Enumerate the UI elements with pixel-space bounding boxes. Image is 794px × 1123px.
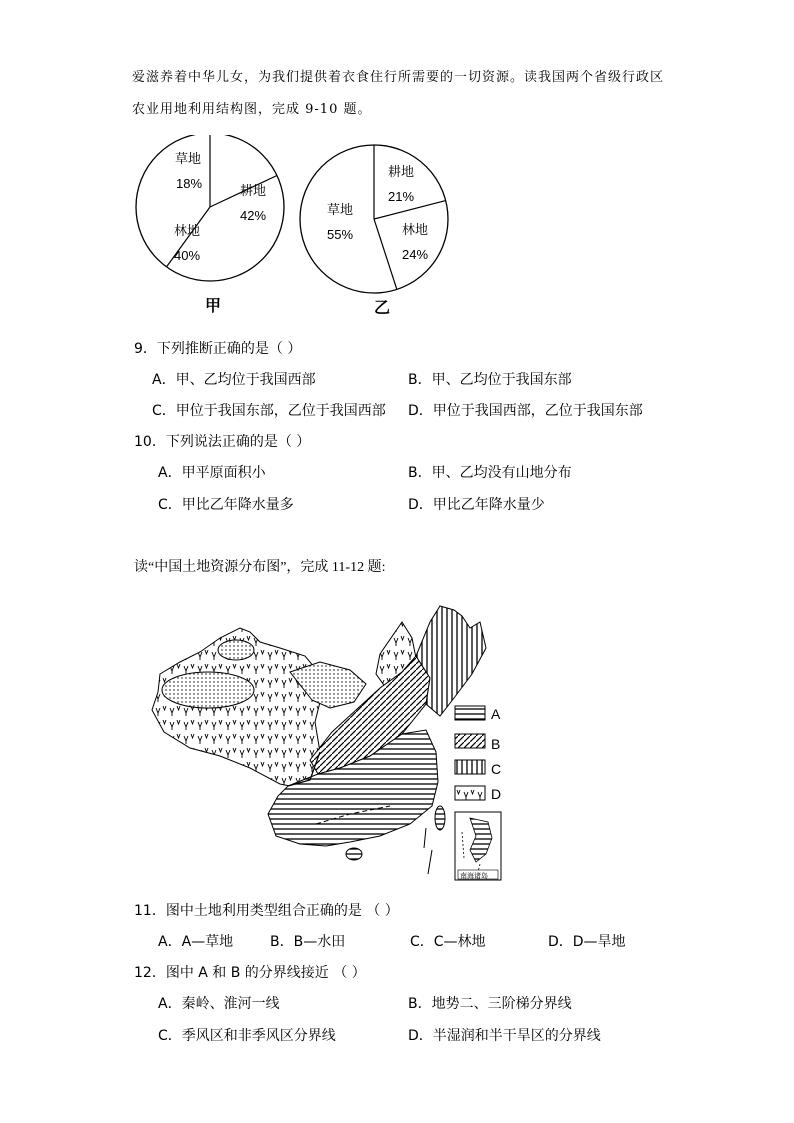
legend-swatch-c [455,760,485,774]
pie-chart-yi [300,145,448,293]
pie-jia-slice-0-label: 草地 [175,151,202,166]
q11-option-b: B．B—水田 [270,934,346,950]
map-legend [455,706,501,802]
pie-yi-slice-1-value: 24% [402,247,429,262]
region-c [416,606,486,716]
map-intro: 读“中国土地资源分布图”，完成 11-12 题: [134,560,386,575]
q11-stem: 11．图中土地利用类型组合正确的是 （ ） [134,903,399,919]
pie-yi-slice-0-value: 21% [388,189,415,204]
taiwan-island [435,806,445,830]
q10-option-a: A．甲平原面积小 [158,465,266,481]
pie-jia-slice-2-value: 40% [174,248,201,263]
desert-tarim [162,672,254,708]
pie-yi-title: 乙 [374,298,391,317]
hainan-island [346,848,362,860]
intro-line-2: 农业用地利用结构图，完成 9-10 题。 [132,102,372,117]
land-resource-map [140,592,510,884]
q9-option-c: C．甲位于我国东部，乙位于我国西部 [152,403,386,419]
intro-line-1: 爱滋养着中华儿女，为我们提供着衣食住行所需要的一切资源。读我国两个省级行政区 [132,70,665,85]
q12-stem: 12．图中 A 和 B 的分界线接近 （ ） [134,965,366,981]
q11-option-c: C．C—林地 [410,934,486,950]
pie-yi-slice-0-label: 耕地 [388,164,415,179]
legend-swatch-a [455,706,485,720]
pie-jia-slice-1-value: 42% [240,208,267,223]
south-china-sea-inset [455,812,501,880]
q11-option-d: D．D—旱地 [548,934,626,950]
q9-option-d: D．甲位于我国西部，乙位于我国东部 [408,403,643,419]
q11-option-a: A．A—草地 [158,934,234,950]
pie-yi-slice-2-label: 草地 [327,202,354,217]
legend-swatch-b [455,734,485,748]
pie-charts [130,135,460,320]
q10-option-d: D．甲比乙年降水量少 [408,497,545,513]
pie-yi-slice-1-label: 林地 [402,222,429,237]
legend-label-a: A [491,706,501,722]
q9-option-a: A．甲、乙均位于我国西部 [152,372,316,388]
legend-label-b: B [491,736,501,752]
q10-stem: 10．下列说法正确的是（ ） [134,434,311,450]
q12-option-d: D．半湿润和半干旱区的分界线 [408,1028,601,1044]
q10-option-c: C．甲比乙年降水量多 [158,497,294,513]
pie-yi-slice-2-value: 55% [327,227,354,242]
q12-option-c: C．季风区和非季风区分界线 [158,1028,336,1044]
legend-label-d: D [491,786,502,802]
inset-caption: 南海诸岛 [460,872,488,880]
q9-option-b: B．甲、乙均位于我国东部 [408,372,572,388]
q9-stem: 9．下列推断正确的是（ ） [134,341,302,357]
pie-jia-slice-0-value: 18% [176,176,203,191]
legend-swatch-d [455,786,485,800]
q12-option-b: B．地势二、三阶梯分界线 [408,996,572,1012]
pie-jia-title: 甲 [205,296,222,315]
pie-jia-slice-2-label: 林地 [174,223,201,238]
q12-option-a: A．秦岭、淮河一线 [158,996,280,1012]
q10-option-b: B．甲、乙均没有山地分布 [408,465,572,481]
legend-label-c: C [491,761,502,777]
desert-junggar [218,640,254,660]
pie-jia-slice-1-label: 耕地 [240,183,267,198]
